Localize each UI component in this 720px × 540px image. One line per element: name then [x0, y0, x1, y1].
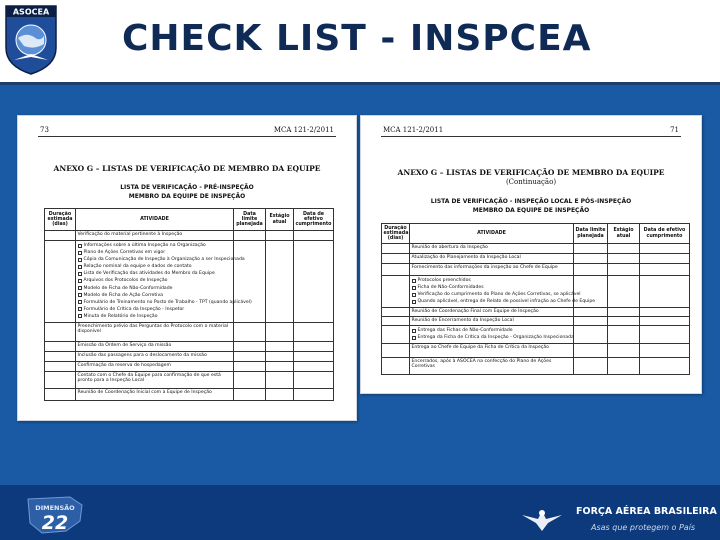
table-row: Inclusão das passagens para o deslocamento da missão	[76, 352, 234, 362]
checkbox-icon[interactable]	[78, 272, 82, 276]
logo-text: ASOCEA	[12, 7, 50, 17]
col-deadline: Data limite planejada	[574, 224, 608, 244]
checklist-table	[381, 223, 690, 375]
col-effective: Data de efetivo cumprimento	[640, 224, 690, 244]
checkbox-icon[interactable]	[412, 293, 416, 297]
checkbox-icon[interactable]	[78, 244, 82, 248]
checkbox-icon[interactable]	[412, 279, 416, 283]
col-effective: Data de efetivo cumprimento	[294, 209, 334, 231]
list-subtitle: MEMBRO DA EQUIPE DE INSPEÇÃO	[472, 207, 590, 214]
checkbox-list	[410, 276, 596, 308]
table-row: Confirmação da reserva de hospedagem	[76, 362, 234, 372]
checkbox-list	[410, 326, 574, 344]
page-title: CHECK LIST - INSPCEA	[122, 18, 592, 59]
checkbox-icon[interactable]	[412, 300, 416, 304]
list-subtitle: MEMBRO DA EQUIPE DE INSPEÇÃO	[128, 193, 246, 200]
checkbox-icon[interactable]	[78, 300, 82, 304]
checkbox-icon[interactable]	[412, 329, 416, 333]
checklist-page-pre-inspection	[17, 115, 357, 421]
table-row: Reunião de Encerramento da Inspeção Local	[410, 317, 574, 326]
col-actual: Estágio atual	[608, 224, 640, 244]
continuation-label: (Continuação)	[505, 178, 557, 186]
page-rule	[381, 136, 681, 137]
check-item[interactable]: Lista de Verificação das atividades do Membro da Equipe	[78, 270, 232, 277]
checklist-table	[44, 208, 334, 401]
table-row: Contato com o Chefe da Equipe para confirmação de que está pronto para a Inspeção Local	[76, 372, 234, 389]
check-item[interactable]: Quando aplicável, entrega de Relato de possível infração ao Chefe de Equipe	[412, 298, 572, 305]
checkbox-list	[76, 241, 252, 323]
slide-header	[0, 0, 720, 84]
check-item[interactable]: Modelo de Ficha de Ação Corretiva	[78, 292, 232, 299]
dimensao-22-logo	[22, 495, 108, 535]
doc-reference: MCA 121-2/2011	[383, 126, 444, 134]
check-item[interactable]: Modelo de Ficha de Não-Conformidade	[78, 285, 232, 292]
col-actual: Estágio atual	[266, 209, 294, 231]
doc-reference: MCA 121-2/2011	[273, 126, 334, 134]
brand-name: FORÇA AÉREA BRASILEIRA	[576, 506, 717, 517]
page-number: 71	[670, 126, 679, 134]
asocea-logo	[4, 4, 58, 76]
annex-title: ANEXO G – LISTAS DE VERIFICAÇÃO DE MEMBRO DA EQUIPE	[397, 168, 665, 177]
check-item[interactable]: Minuta de Relatório de Inspeção	[78, 313, 232, 320]
checkbox-icon[interactable]	[78, 286, 82, 290]
checkbox-icon[interactable]	[78, 314, 82, 318]
event-label: DIMENSÃO	[35, 504, 75, 512]
page-number: 73	[40, 126, 49, 134]
checklist-page-local-inspection	[360, 115, 702, 394]
check-item[interactable]: Formulário de Treinamento no Posto de Trabalho - TPT (quando aplicável)	[78, 299, 232, 306]
check-item[interactable]: Plano de Ações Corretivas em vigor	[78, 249, 232, 256]
check-item[interactable]: Ficha de Não-Conformidades	[412, 284, 572, 291]
checkbox-icon[interactable]	[78, 258, 82, 262]
check-item[interactable]: Informações sobre a última Inspeção na Organização	[78, 242, 232, 249]
table-row: Fornecimento das informações da inspeção ao Chefe de Equipe	[410, 264, 574, 276]
table-row: Atualização do Planejamento da Inspeção Local	[410, 254, 574, 264]
page-rule	[38, 136, 336, 137]
table-row: Reunião de Coordenação Inicial com a Equipe de Inspeção	[76, 389, 234, 401]
check-item[interactable]: Formulário de Crítica da Inspeção - Inspetor	[78, 306, 232, 313]
table-row: Verificação do material pertinente à Inspeção	[76, 231, 234, 241]
fab-wings-emblem	[520, 505, 564, 533]
checkbox-icon[interactable]	[78, 279, 82, 283]
table-row: Entrega ao Chefe de Equipe da Ficha de Crítica da Inspeção	[410, 344, 574, 358]
table-row: Reunião de Coordenação Final com Equipe de Inspeção	[410, 308, 574, 317]
checkbox-icon[interactable]	[78, 293, 82, 297]
brand-slogan: Asas que protegem o País	[591, 523, 696, 532]
event-number: 22	[41, 512, 69, 534]
list-title: LISTA DE VERIFICAÇÃO - INSPEÇÃO LOCAL E PÓS-INSPEÇÃO	[430, 198, 632, 205]
checkbox-icon[interactable]	[412, 286, 416, 290]
col-activity: ATIVIDADE	[410, 224, 574, 244]
check-item[interactable]: Protocolos preenchidos	[412, 277, 572, 284]
col-duration: Duração estimada (dias)	[45, 209, 76, 231]
check-item[interactable]: Arquivos dos Protocolos de Inspeção	[78, 277, 232, 284]
check-item[interactable]: Entrega das Fichas de Não-Conformidade	[412, 327, 572, 334]
checkbox-icon[interactable]	[412, 336, 416, 340]
table-row: Reunião de abertura da Inspeção	[410, 244, 574, 254]
col-duration: Duração estimada (dias)	[382, 224, 410, 244]
table-row: Emissão da Ordem de Serviço da missão	[76, 342, 234, 352]
annex-title: ANEXO G – LISTAS DE VERIFICAÇÃO DE MEMBRO DA EQUIPE	[53, 164, 321, 173]
check-item[interactable]: Entrega da Ficha de Crítica da Inspeção - Organização Inspecionada	[412, 334, 572, 341]
table-row: Encerrados, após à ASOCEA na confecção do Plano de Ações Corretivas	[410, 358, 574, 375]
checkbox-icon[interactable]	[78, 265, 82, 269]
check-item[interactable]: Relação nominal da equipe e dados de contato	[78, 263, 232, 270]
check-item[interactable]: Verificação do cumprimento do Plano de Ações Corretivas, se aplicável	[412, 291, 572, 298]
checkbox-icon[interactable]	[78, 307, 82, 311]
check-item[interactable]: Cópia da Comunicação de Inspeção à Organização a ser Inspecionada	[78, 256, 232, 263]
col-deadline: Data limite planejada	[234, 209, 266, 231]
list-title: LISTA DE VERIFICAÇÃO - PRÉ-INSPEÇÃO	[120, 184, 254, 191]
col-activity: ATIVIDADE	[76, 209, 234, 231]
table-row: Preenchimento prévio das Perguntas do Protocolo com o material disponível	[76, 323, 234, 342]
checkbox-icon[interactable]	[78, 251, 82, 255]
